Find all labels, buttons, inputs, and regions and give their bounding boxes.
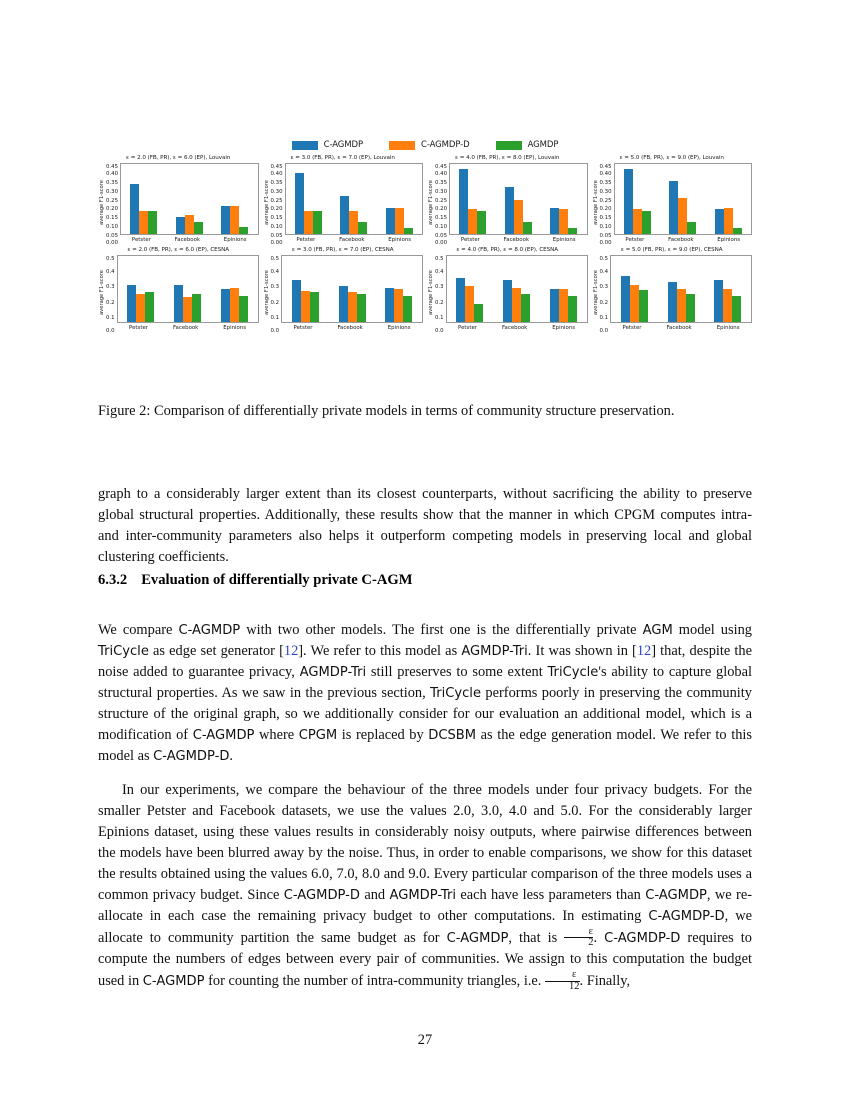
bar-c-agmdp[interactable]: [127, 285, 136, 322]
x-tick-label: Epinions: [552, 237, 576, 243]
bar-c-agmdp[interactable]: [292, 280, 301, 322]
legend-label-agmdp: AGMDP: [527, 140, 559, 150]
bar-agmdp[interactable]: [686, 294, 695, 322]
chart-panel: [592, 155, 753, 246]
chart-title: ε = 3.0 (FB, PR), ε = 7.0 (EP), CESNA: [291, 247, 394, 253]
bar-c-agmdp-d[interactable]: [304, 211, 313, 234]
bar-agmdp[interactable]: [568, 296, 577, 322]
section-title: Evaluation of differentially private C-AGM: [141, 572, 413, 588]
fraction-epsilon-over-2: $\frac{\varepsilon}{2}$: [564, 927, 593, 949]
bar-c-agmdp[interactable]: [624, 169, 633, 234]
bar-group: [174, 256, 201, 322]
bar-c-agmdp-d[interactable]: [724, 208, 733, 234]
citation-12[interactable]: 12: [283, 643, 299, 660]
x-tick-label: Facebook: [668, 237, 694, 243]
x-axis-ticks: [446, 325, 588, 331]
y-axis-ticks: 0.5 0.4 0.3 0.2 0.1 0.0: [435, 256, 444, 334]
bar-group: [176, 164, 203, 234]
bar-group: [550, 256, 577, 322]
bar-c-agmdp[interactable]: [714, 280, 723, 322]
y-axis-label: average F1-score: [428, 270, 434, 316]
plot-wrap: [449, 163, 587, 243]
bar-c-agmdp-d[interactable]: [395, 208, 404, 234]
x-axis-ticks: [610, 325, 752, 331]
bar-groups: [121, 164, 257, 234]
bar-c-agmdp[interactable]: [669, 181, 678, 234]
figure-caption-text: Comparison of differentially private models in terms of community structure preservation.: [153, 403, 675, 419]
x-tick-label: Petster: [296, 237, 316, 243]
chart-panel: [263, 155, 424, 246]
paragraph-experiments: In our experiments, we compare the behaviour of the three models under four privacy budgets. For the smaller Petster and Facebook datasets, we use the values 2.0, 3.0, 4.0 and 5.0. For the considerably larger Epinions dataset, using these values results in considerably noisy outputs, where pairwise differences between the models have been blurred away by the noise. Thus, in order to enable comparisons, we show for this dataset the results obtained using the values 6.0, 7.0, 8.0 and 9.0. Every particular comparison of the three models uses a common privacy budget. Since C-AGMDP-D and AGMDP-Tri each have less parameters than C-AGMDP, we re-allocate in each case the remaining privacy budget to other computations. In estimating C-AGMDP-D, we allocate to community partition the same budget as for C-AGMDP, that is $\frac{\varepsilon}{2}$ . C-AGMDP-D requires to compute the numbers of edges between every pair of communities. We assign to this computation the budget used in C-AGMDP for counting the number of intra-community triangles, i.e. $\frac{\varepsilon}{12}$ . Finally,: [98, 782, 753, 992]
bar-agmdp[interactable]: [687, 222, 696, 234]
chart-title: ε = 4.0 (FB, PR), ε = 8.0 (EP), Louvain: [455, 155, 560, 161]
bar-c-agmdp[interactable]: [456, 278, 465, 322]
bar-group: [295, 164, 322, 234]
bar-c-agmdp-d[interactable]: [230, 206, 239, 234]
citation-12-b[interactable]: 12: [636, 643, 652, 660]
legend-label-c-agmdp-d: C-AGMDP-D: [421, 140, 470, 150]
bar-agmdp[interactable]: [192, 294, 201, 322]
legend-label-c-agmdp: C-AGMDP: [323, 140, 363, 150]
plot-wrap: [281, 255, 423, 331]
bar-c-agmdp[interactable]: [505, 187, 514, 234]
bar-group: [624, 164, 651, 234]
x-tick-label: Epinions: [387, 325, 411, 331]
legend-swatch-agmdp: [496, 141, 522, 150]
bar-agmdp[interactable]: [145, 292, 154, 322]
charts-row: [98, 247, 752, 334]
bar-groups: [447, 256, 587, 322]
bar-group: [339, 256, 366, 322]
bar-c-agmdp-d[interactable]: [185, 215, 194, 234]
page-number: 27: [417, 1032, 433, 1048]
bar-c-agmdp[interactable]: [385, 288, 394, 322]
chart-title: ε = 5.0 (FB, PR), ε = 9.0 (EP), CESNA: [620, 247, 723, 253]
bar-group: [503, 256, 530, 322]
x-tick-label: Petster: [293, 325, 313, 331]
bar-c-agmdp-d[interactable]: [512, 288, 521, 322]
plot-area: [610, 255, 752, 323]
x-tick-label: Petster: [131, 237, 151, 243]
bar-agmdp[interactable]: [639, 290, 648, 322]
bar-c-agmdp-d[interactable]: [559, 289, 568, 322]
bar-c-agmdp[interactable]: [621, 276, 630, 322]
figure-caption: [98, 402, 752, 422]
bar-c-agmdp[interactable]: [459, 169, 468, 234]
bar-group: [340, 164, 367, 234]
bar-c-agmdp-d[interactable]: [349, 211, 358, 234]
bar-c-agmdp-d[interactable]: [394, 289, 403, 322]
y-axis-ticks: 0.5 0.4 0.3 0.2 0.1 0.0: [270, 256, 280, 334]
bar-c-agmdp[interactable]: [339, 286, 348, 322]
y-axis-label: average F1-score: [592, 180, 599, 226]
chart-title: ε = 3.0 (FB, PR), ε = 7.0 (EP), Louvain: [290, 155, 395, 161]
x-tick-label: Epinions: [223, 325, 247, 331]
bar-c-agmdp-d[interactable]: [559, 209, 568, 234]
bar-groups: [286, 164, 422, 234]
bar-c-agmdp-d[interactable]: [514, 200, 523, 234]
bar-c-agmdp[interactable]: [340, 196, 349, 234]
bar-group: [505, 164, 532, 234]
bar-c-agmdp[interactable]: [550, 289, 559, 322]
y-axis-ticks: 0.45 0.40 0.35 0.30 0.25 0.20 0.15 0.10 0.05 0.00: [599, 164, 612, 246]
bar-group: [385, 256, 412, 322]
y-axis-ticks: 0.45 0.40 0.35 0.30 0.25 0.20 0.15 0.10 0.05 0.00: [106, 164, 119, 246]
chart-body: [592, 255, 753, 334]
bar-agmdp[interactable]: [357, 294, 366, 322]
x-axis-ticks: [117, 325, 259, 331]
x-tick-label: Epinions: [552, 325, 576, 331]
charts-row: [98, 155, 752, 246]
plot-wrap: [285, 163, 423, 243]
plot-wrap: [614, 163, 752, 243]
plot-area: [285, 163, 423, 235]
chart-body: [427, 163, 588, 246]
bar-c-agmdp[interactable]: [715, 209, 724, 234]
bar-c-agmdp-d[interactable]: [136, 294, 145, 322]
bar-group: [668, 256, 695, 322]
plot-wrap: [120, 163, 258, 243]
y-axis-label: average F1-score: [99, 180, 105, 226]
chart-body: [263, 255, 424, 334]
bar-c-agmdp-d[interactable]: [678, 198, 687, 234]
bar-agmdp[interactable]: [521, 294, 530, 322]
y-axis-label: average F1-score: [263, 270, 270, 316]
bar-c-agmdp-d[interactable]: [139, 211, 148, 234]
bar-c-agmdp[interactable]: [221, 206, 230, 234]
plot-area: [614, 163, 752, 235]
plot-wrap: [610, 255, 752, 331]
x-axis-ticks: [449, 237, 587, 243]
bar-c-agmdp[interactable]: [174, 285, 183, 322]
bar-c-agmdp[interactable]: [550, 208, 559, 234]
chart-body: [427, 255, 588, 334]
x-tick-label: Petster: [460, 237, 480, 243]
bar-group: [459, 164, 486, 234]
bar-groups: [611, 256, 751, 322]
bar-c-agmdp-d[interactable]: [348, 292, 357, 322]
bar-c-agmdp-d[interactable]: [230, 288, 239, 322]
bar-groups: [615, 164, 751, 234]
section-heading-6-3-2: [98, 572, 752, 589]
x-tick-label: Facebook: [501, 325, 528, 331]
section-number: 6.3.2: [98, 572, 128, 588]
bar-group: [456, 256, 483, 322]
bar-group: [550, 164, 577, 234]
bar-groups: [282, 256, 422, 322]
legend-swatch-c-agmdp-d: [389, 141, 415, 150]
bar-agmdp[interactable]: [568, 228, 577, 234]
x-tick-label: Facebook: [666, 325, 692, 331]
y-axis-label: average F1-score: [263, 180, 270, 226]
legend-item-agmdp: [496, 140, 559, 150]
bar-group: [386, 164, 413, 234]
bar-agmdp[interactable]: [732, 296, 741, 322]
x-tick-label: Epinions: [717, 237, 741, 243]
y-axis-ticks: 0.45 0.40 0.35 0.30 0.25 0.20 0.15 0.10 0.05 0.00: [435, 164, 448, 246]
bar-agmdp[interactable]: [313, 211, 322, 234]
x-tick-label: Petster: [622, 325, 642, 331]
bar-c-agmdp-d[interactable]: [677, 289, 686, 322]
y-axis-ticks: 0.45 0.40 0.35 0.30 0.25 0.20 0.15 0.10 0.05 0.00: [270, 164, 283, 246]
x-axis-ticks: [614, 237, 752, 243]
plot-wrap: [117, 255, 259, 331]
bar-agmdp[interactable]: [239, 227, 248, 234]
chart-body: [98, 163, 259, 246]
bar-c-agmdp[interactable]: [130, 184, 139, 234]
chart-title: ε = 5.0 (FB, PR), ε = 9.0 (EP), Louvain: [619, 155, 724, 161]
chart-legend: [98, 140, 752, 150]
figure-caption-prefix: Figure 2:: [98, 403, 151, 419]
chart-panel: [98, 155, 259, 246]
chart-panel: [98, 247, 259, 334]
y-axis-label: average F1-score: [428, 180, 434, 226]
bar-c-agmdp[interactable]: [295, 173, 304, 234]
x-axis-ticks: [285, 237, 423, 243]
plot-area: [281, 255, 423, 323]
bar-agmdp[interactable]: [477, 211, 486, 234]
chart-body: [98, 255, 259, 334]
bar-group: [127, 256, 154, 322]
x-axis-ticks: [120, 237, 258, 243]
paragraph-intro: graph to a considerably larger extent than its closest counterparts, without sacrificing the ability to preserve global structural properties. Additionally, these results show that the manner in which CPGM computes intra- and inter-community parameters also helps it outperform competing models in preserving local and global clustering coefficients.: [98, 486, 752, 566]
chart-title: ε = 2.0 (FB, PR), ε = 6.0 (EP), CESNA: [127, 247, 230, 253]
x-tick-label: Facebook: [174, 237, 200, 243]
bar-c-agmdp[interactable]: [221, 289, 230, 322]
x-tick-label: Facebook: [337, 325, 363, 331]
bar-groups: [118, 256, 258, 322]
y-axis-label: average F1-score: [592, 270, 599, 316]
chart-body: [592, 163, 753, 246]
bar-agmdp[interactable]: [239, 296, 248, 322]
bar-c-agmdp[interactable]: [503, 280, 512, 322]
bar-group: [669, 164, 696, 234]
plot-area: [120, 163, 258, 235]
bar-agmdp[interactable]: [523, 222, 532, 234]
bar-c-agmdp-d[interactable]: [468, 209, 477, 234]
x-tick-label: Facebook: [339, 237, 365, 243]
x-tick-label: Facebook: [503, 237, 529, 243]
y-axis-ticks: 0.5 0.4 0.3 0.2 0.1 0.0: [599, 256, 609, 334]
bar-agmdp[interactable]: [403, 296, 412, 322]
legend-item-c-agmdp: [292, 140, 363, 150]
chart-body: [263, 163, 424, 246]
y-axis-label: average F1-score: [99, 270, 105, 316]
chart-title: ε = 4.0 (FB, PR), ε = 8.0 (EP), CESNA: [456, 247, 559, 253]
chart-panel: [427, 155, 588, 246]
x-tick-label: Epinions: [716, 325, 740, 331]
fraction-epsilon-over-12: $\frac{\varepsilon}{12}$: [545, 970, 580, 992]
bar-c-agmdp[interactable]: [176, 217, 185, 234]
bar-c-agmdp-d[interactable]: [633, 209, 642, 234]
bar-c-agmdp-d[interactable]: [183, 297, 192, 322]
chart-title: ε = 2.0 (FB, PR), ε = 6.0 (EP), Louvain: [126, 155, 231, 161]
bar-group: [292, 256, 319, 322]
plot-area: [449, 163, 587, 235]
x-tick-label: Petster: [129, 325, 148, 331]
chart-panel: [427, 247, 588, 334]
paragraph-model-comparison: We compare C-AGMDP with two other models. The first one is the differentially private AGM model using TriCycle as edge set generator [12]. We refer to this model as AGMDP-Tri. It was shown in [12] that, despite the noise added to guarantee privacy, AGMDP-Tri still preserves to some extent TriCycle's ability to capture global structural properties. As we saw in the previous section, TriCycle performs poorly in preserving the community structure of the original graph, so we additionally consider for our evaluation an additional model, which is a modification of C-AGMDP where CPGM is replaced by DCSBM as the edge generation model. We refer to this model as C-AGMDP-D.: [98, 622, 752, 765]
bar-group: [715, 164, 742, 234]
bar-agmdp[interactable]: [358, 222, 367, 234]
bar-group: [714, 256, 741, 322]
x-tick-label: Facebook: [172, 325, 199, 331]
bar-agmdp[interactable]: [404, 228, 413, 234]
bar-c-agmdp-d[interactable]: [723, 289, 732, 322]
x-tick-label: Epinions: [223, 237, 247, 243]
plot-area: [117, 255, 259, 323]
x-tick-label: Petster: [625, 237, 645, 243]
bar-c-agmdp[interactable]: [668, 282, 677, 322]
bar-groups: [450, 164, 586, 234]
bar-c-agmdp-d[interactable]: [465, 286, 474, 322]
figure-2: [98, 140, 752, 334]
bar-agmdp[interactable]: [194, 222, 203, 234]
plot-wrap: [446, 255, 588, 331]
bar-c-agmdp-d[interactable]: [301, 291, 310, 322]
bar-group: [130, 164, 157, 234]
chart-panel: [592, 247, 753, 334]
plot-area: [446, 255, 588, 323]
x-tick-label: Epinions: [388, 237, 412, 243]
bar-agmdp[interactable]: [642, 211, 651, 234]
bar-c-agmdp-d[interactable]: [630, 285, 639, 322]
chart-panel: [263, 247, 424, 334]
bar-c-agmdp[interactable]: [386, 208, 395, 234]
bar-group: [621, 256, 648, 322]
y-axis-ticks: 0.5 0.4 0.3 0.2 0.1 0.0: [106, 256, 115, 334]
x-axis-ticks: [281, 325, 423, 331]
bar-agmdp[interactable]: [148, 211, 157, 234]
charts-grid: [98, 155, 752, 334]
bar-group: [221, 164, 248, 234]
bar-agmdp[interactable]: [310, 292, 319, 322]
legend-swatch-c-agmdp: [292, 141, 318, 150]
legend-item-c-agmdp-d: [389, 140, 470, 150]
bar-group: [221, 256, 248, 322]
bar-agmdp[interactable]: [474, 304, 483, 322]
bar-agmdp[interactable]: [733, 228, 742, 234]
x-tick-label: Petster: [458, 325, 477, 331]
